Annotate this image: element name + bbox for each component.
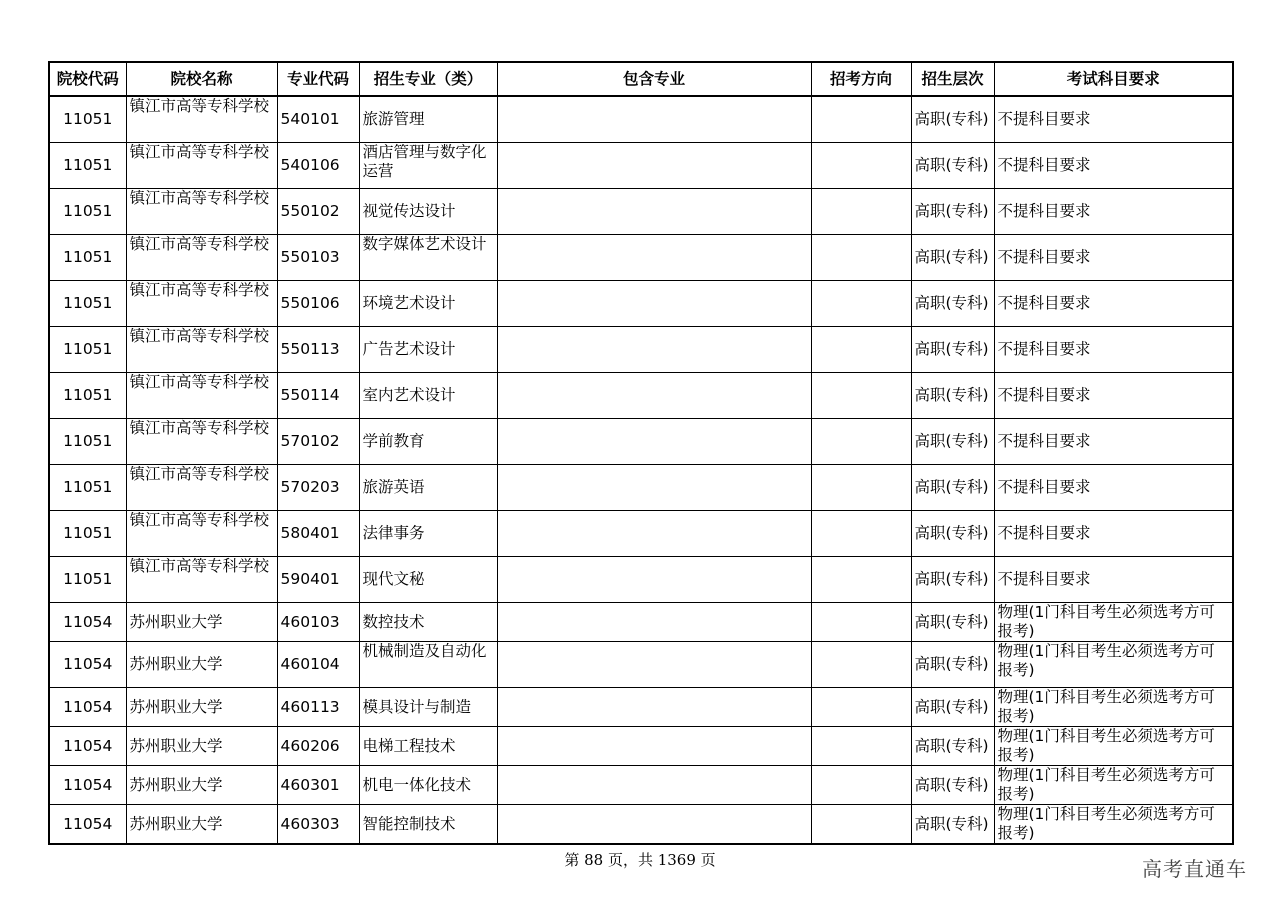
direction-cell [811, 235, 911, 281]
table-row [49, 189, 1233, 235]
table-row [49, 642, 1233, 688]
table-row [49, 281, 1233, 327]
included-cell [497, 96, 811, 143]
table-body [49, 96, 1233, 844]
major-code-cell: 550113 [277, 327, 359, 373]
major-code-cell: 580401 [277, 511, 359, 557]
included-cell [497, 143, 811, 189]
included-cell [497, 235, 811, 281]
major-cell: 现代文秘 [359, 557, 497, 603]
requirement-cell: 不提科目要求 [994, 281, 1233, 327]
level-cell: 高职(专科) [911, 727, 994, 766]
requirement-cell: 不提科目要求 [994, 419, 1233, 465]
requirement-cell: 不提科目要求 [994, 465, 1233, 511]
school-name-cell: 镇江市高等专科学校 [126, 511, 277, 557]
major-code-cell: 460301 [277, 766, 359, 805]
major-code-cell: 540101 [277, 96, 359, 143]
school-name-cell: 镇江市高等专科学校 [126, 419, 277, 465]
requirement-cell: 不提科目要求 [994, 327, 1233, 373]
school-name-cell: 镇江市高等专科学校 [126, 557, 277, 603]
school-name-cell: 镇江市高等专科学校 [126, 327, 277, 373]
school-code-cell: 11054 [49, 688, 126, 727]
requirement-cell: 物理(1门科目考生必须选考方可报考) [994, 642, 1233, 688]
requirement-cell: 不提科目要求 [994, 235, 1233, 281]
table-row [49, 603, 1233, 642]
direction-cell [811, 511, 911, 557]
direction-cell [811, 373, 911, 419]
table-row [49, 727, 1233, 766]
school-code-cell: 11051 [49, 557, 126, 603]
major-cell: 法律事务 [359, 511, 497, 557]
included-cell [497, 189, 811, 235]
major-code-cell: 550102 [277, 189, 359, 235]
included-cell [497, 727, 811, 766]
major-code-cell: 540106 [277, 143, 359, 189]
included-cell [497, 465, 811, 511]
school-code-cell: 11051 [49, 281, 126, 327]
major-code-cell: 460103 [277, 603, 359, 642]
level-cell: 高职(专科) [911, 189, 994, 235]
major-cell: 机械制造及自动化 [359, 642, 497, 688]
school-code-cell: 11054 [49, 727, 126, 766]
header-school-name: 院校名称 [126, 62, 277, 96]
school-name-cell: 苏州职业大学 [126, 642, 277, 688]
direction-cell [811, 688, 911, 727]
school-code-cell: 11051 [49, 373, 126, 419]
requirement-cell: 不提科目要求 [994, 373, 1233, 419]
level-cell: 高职(专科) [911, 373, 994, 419]
level-cell: 高职(专科) [911, 143, 994, 189]
level-cell: 高职(专科) [911, 511, 994, 557]
direction-cell [811, 143, 911, 189]
requirement-cell: 不提科目要求 [994, 143, 1233, 189]
school-name-cell: 镇江市高等专科学校 [126, 465, 277, 511]
major-cell: 视觉传达设计 [359, 189, 497, 235]
requirement-cell: 不提科目要求 [994, 189, 1233, 235]
header-major-code: 专业代码 [277, 62, 359, 96]
school-code-cell: 11054 [49, 805, 126, 845]
major-cell: 数字媒体艺术设计 [359, 235, 497, 281]
school-code-cell: 11051 [49, 235, 126, 281]
level-cell: 高职(专科) [911, 419, 994, 465]
school-name-cell: 苏州职业大学 [126, 727, 277, 766]
table-row [49, 96, 1233, 143]
level-cell: 高职(专科) [911, 235, 994, 281]
school-name-cell: 镇江市高等专科学校 [126, 373, 277, 419]
table-row [49, 805, 1233, 845]
school-name-cell: 镇江市高等专科学校 [126, 189, 277, 235]
school-name-cell: 镇江市高等专科学校 [126, 235, 277, 281]
level-cell: 高职(专科) [911, 96, 994, 143]
direction-cell [811, 805, 911, 845]
level-cell: 高职(专科) [911, 327, 994, 373]
included-cell [497, 557, 811, 603]
requirement-cell: 物理(1门科目考生必须选考方可报考) [994, 727, 1233, 766]
included-cell [497, 281, 811, 327]
major-cell: 环境艺术设计 [359, 281, 497, 327]
header-school-code: 院校代码 [49, 62, 126, 96]
table-row [49, 327, 1233, 373]
major-code-cell: 460303 [277, 805, 359, 845]
major-cell: 室内艺术设计 [359, 373, 497, 419]
direction-cell [811, 419, 911, 465]
major-cell: 旅游管理 [359, 96, 497, 143]
major-code-cell: 460206 [277, 727, 359, 766]
school-name-cell: 镇江市高等专科学校 [126, 143, 277, 189]
level-cell: 高职(专科) [911, 688, 994, 727]
school-name-cell: 苏州职业大学 [126, 766, 277, 805]
direction-cell [811, 327, 911, 373]
school-code-cell: 11054 [49, 603, 126, 642]
included-cell [497, 511, 811, 557]
major-cell: 模具设计与制造 [359, 688, 497, 727]
requirement-cell: 不提科目要求 [994, 511, 1233, 557]
included-cell [497, 766, 811, 805]
table-row [49, 766, 1233, 805]
table-row [49, 465, 1233, 511]
header-direction: 招考方向 [811, 62, 911, 96]
included-cell [497, 688, 811, 727]
requirement-cell: 物理(1门科目考生必须选考方可报考) [994, 805, 1233, 845]
direction-cell [811, 766, 911, 805]
included-cell [497, 373, 811, 419]
school-name-cell: 苏州职业大学 [126, 805, 277, 845]
major-cell: 电梯工程技术 [359, 727, 497, 766]
school-name-cell: 苏州职业大学 [126, 603, 277, 642]
watermark-brand: 高考直通车 [1142, 857, 1247, 881]
school-code-cell: 11051 [49, 96, 126, 143]
school-code-cell: 11051 [49, 465, 126, 511]
included-cell [497, 603, 811, 642]
header-requirement: 考试科目要求 [994, 62, 1233, 96]
admission-table [48, 61, 1234, 845]
direction-cell [811, 557, 911, 603]
included-cell [497, 327, 811, 373]
header-level: 招生层次 [911, 62, 994, 96]
level-cell: 高职(专科) [911, 557, 994, 603]
header-row [49, 62, 1233, 96]
direction-cell [811, 96, 911, 143]
table-row [49, 419, 1233, 465]
level-cell: 高职(专科) [911, 281, 994, 327]
major-cell: 广告艺术设计 [359, 327, 497, 373]
direction-cell [811, 642, 911, 688]
level-cell: 高职(专科) [911, 642, 994, 688]
direction-cell [811, 727, 911, 766]
major-code-cell: 590401 [277, 557, 359, 603]
level-cell: 高职(专科) [911, 465, 994, 511]
major-cell: 旅游英语 [359, 465, 497, 511]
included-cell [497, 805, 811, 845]
table-row [49, 688, 1233, 727]
requirement-cell: 物理(1门科目考生必须选考方可报考) [994, 603, 1233, 642]
level-cell: 高职(专科) [911, 805, 994, 845]
direction-cell [811, 189, 911, 235]
major-code-cell: 550114 [277, 373, 359, 419]
included-cell [497, 419, 811, 465]
header-included: 包含专业 [497, 62, 811, 96]
direction-cell [811, 281, 911, 327]
included-cell [497, 642, 811, 688]
school-code-cell: 11051 [49, 189, 126, 235]
major-cell: 机电一体化技术 [359, 766, 497, 805]
page-footer: 第 88 页，共 1369 页 [564, 851, 716, 869]
major-code-cell: 460113 [277, 688, 359, 727]
school-code-cell: 11051 [49, 511, 126, 557]
level-cell: 高职(专科) [911, 766, 994, 805]
major-cell: 智能控制技术 [359, 805, 497, 845]
requirement-cell: 不提科目要求 [994, 96, 1233, 143]
school-name-cell: 镇江市高等专科学校 [126, 281, 277, 327]
major-cell: 学前教育 [359, 419, 497, 465]
table-row [49, 235, 1233, 281]
header-major: 招生专业（类） [359, 62, 497, 96]
major-cell: 数控技术 [359, 603, 497, 642]
table-row [49, 143, 1233, 189]
table-row [49, 373, 1233, 419]
school-name-cell: 苏州职业大学 [126, 688, 277, 727]
requirement-cell: 不提科目要求 [994, 557, 1233, 603]
major-code-cell: 570102 [277, 419, 359, 465]
school-code-cell: 11051 [49, 143, 126, 189]
requirement-cell: 物理(1门科目考生必须选考方可报考) [994, 688, 1233, 727]
direction-cell [811, 603, 911, 642]
school-name-cell: 镇江市高等专科学校 [126, 96, 277, 143]
table-row [49, 557, 1233, 603]
requirement-cell: 物理(1门科目考生必须选考方可报考) [994, 766, 1233, 805]
major-code-cell: 570203 [277, 465, 359, 511]
school-code-cell: 11051 [49, 327, 126, 373]
school-code-cell: 11054 [49, 642, 126, 688]
school-code-cell: 11051 [49, 419, 126, 465]
level-cell: 高职(专科) [911, 603, 994, 642]
major-cell: 酒店管理与数字化运营 [359, 143, 497, 189]
table-row [49, 511, 1233, 557]
school-code-cell: 11054 [49, 766, 126, 805]
major-code-cell: 550103 [277, 235, 359, 281]
major-code-cell: 550106 [277, 281, 359, 327]
major-code-cell: 460104 [277, 642, 359, 688]
direction-cell [811, 465, 911, 511]
